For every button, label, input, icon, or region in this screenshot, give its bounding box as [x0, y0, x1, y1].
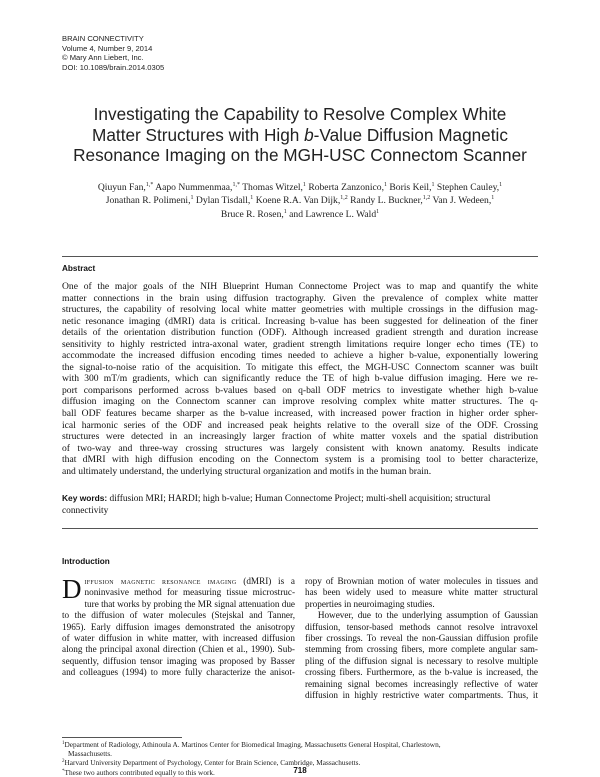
footnote-3-text: These two authors contributed equally to this work. [64, 767, 215, 777]
author-affiliation-marker: 1 [376, 208, 380, 215]
abstract-top-rule [62, 256, 538, 257]
abstract-line: and ultimately understand, the underlying structural organization and motifs in the human brain. [62, 465, 432, 477]
abstract-bottom-rule [62, 528, 538, 529]
journal-doi: DOI: 10.1089/brain.2014.0305 [62, 62, 165, 72]
intro-right-line: has been widely used to measure white matter structural [305, 587, 538, 598]
intro-left-line: ture that works by probing the MR signal attenuation due [84, 598, 296, 609]
abstract-line: accommodate the increased diffusion encoding times needed to achieve a higher b-value, exponentially lowering [62, 350, 538, 362]
intro-left-line: sequently, diffusion tensor imaging was proposed by Basser [62, 655, 295, 666]
journal-name: BRAIN CONNECTIVITY [62, 34, 144, 43]
intro-first-rest: (dMRI) is a [236, 576, 295, 586]
author-name: Dylan Tisdall, [195, 195, 251, 207]
author-affiliation-marker: 1 [431, 182, 435, 188]
author-list [62, 181, 538, 221]
footnote-1 [62, 740, 538, 749]
journal-volume: Volume 4, Number 9, 2014 [62, 43, 153, 53]
intro-left-line: noninvasive method for measuring tissue microstruc- [84, 587, 295, 598]
intro-first-line-text [62, 576, 295, 587]
abstract-line: of two-way and three-way crossing structures was largely consistent with known anatomy. Results indicate [62, 442, 538, 454]
intro-right-line: stemming from crossing fibers, more complete angular sam- [305, 644, 538, 655]
author-name: Koene R.A. Van Dijk, [255, 195, 341, 207]
keywords [62, 493, 538, 517]
footnote-1-text: Department of Radiology, Athinoula A. Martinos Center for Biomedical Imaging, Massachusetts General Hospital, Charlestown, [64, 740, 441, 749]
author-name: Aapo Nummenmaa, [155, 182, 233, 193]
abstract-line: details of the orientation distribution function (ODF). Although increased gradient strength and duration increase [62, 327, 538, 339]
abstract-line: ical harmonic series of the ODF and increased peak heights relative to the overall size of the ODF. Crossing [62, 419, 538, 431]
footnote-3-marker: * [62, 768, 65, 774]
abstract-line: One of the major goals of the NIH Blueprint Human Connectome Project was to map and quantify the white [62, 281, 538, 292]
journal-copyright: © Mary Ann Liebert, Inc. [62, 53, 144, 63]
abstract-line: diffusion imaging on the Connectom scanner can improve resolving complex white matter structures. The q- [62, 396, 538, 408]
abstract-line: ball ODF features became sharper as the b-value increased, with increased power fraction in higher order spher- [62, 408, 538, 420]
intro-right-line: ropy of Brownian motion of water molecules in tissues and [305, 576, 538, 586]
author-affiliation-marker: 1 [491, 195, 495, 202]
author-name: Van J. Wedeen, [432, 195, 492, 207]
author-affiliation-marker: 1 [383, 182, 387, 188]
abstract-line: port comparisons performed across b-values based on q-ball ODF metrics to investigate whether high b-value [62, 384, 538, 396]
author-affiliation-marker: 1,* [232, 182, 240, 188]
author-affiliation-marker: 1,2 [340, 195, 348, 202]
author-name: Qiuyun Fan, [97, 182, 146, 193]
author-affiliation-marker: 1,* [145, 182, 154, 188]
author-name: Randy L. Buckner, [350, 195, 423, 207]
title-line-2-part-a: Matter Structures with High [92, 124, 305, 145]
title-line-2-part-c: -Value Diffusion Magnetic [313, 124, 508, 145]
intro-right-line: fiber crossings. To reveal the non-Gaussian diffusion profile [305, 633, 538, 644]
intro-right-line: pling of the diffusion signal is necessary to resolve multiple [305, 655, 538, 666]
intro-right-line: properties in neuroimaging studies. [305, 598, 435, 609]
author-name: Stephen Cauley, [436, 182, 500, 193]
author-affiliation-marker: 1 [283, 208, 287, 215]
intro-right-line: crossing fibers. Furthermore, as the b-value is increased, the [305, 667, 538, 678]
paper-title [60, 104, 540, 166]
footnote-1-marker: 1 [62, 741, 65, 746]
keywords-line-2: connectivity [62, 505, 109, 516]
abstract-line: the signal-to-noise ratio of the acquisition. To mitigate this effect, the MGH-USC Connectom scanner was built [62, 361, 538, 373]
footnote-2-text: Harvard University Department of Psychology, Center for Brain Science, Cambridge, Massachusetts. [64, 758, 361, 768]
abstract-line: matter connections in the brain using diffusion tractography. Given the prevalence of complex white matter [62, 292, 538, 304]
abstract-line: netic resonance imaging (dMRI) data is critical. Increasing b-value has been suggested for delineation of the finer [62, 315, 538, 327]
abstract-line: that dMRI with high diffusion encoding on the Connectom system is a promising tool to better characterize, [62, 454, 538, 466]
drop-cap: D [62, 574, 82, 604]
author-affiliation-marker: 1 [190, 195, 194, 202]
introduction-heading: Introduction [62, 557, 110, 566]
abstract-line: sensitivity to highly restricted intra-axonal water, gradient strength limitations require longer echo times (TE) to [62, 338, 538, 350]
intro-right-line: diffusion, tensor-based methods cannot resolve intravoxel [305, 621, 538, 632]
intro-right-line: However, due to the underlying assumption of Gaussian [305, 610, 538, 621]
abstract-line: with 300 mT/m gradients, which can significantly reduce the TE of high b-value diffusion imaging. Here we re- [62, 373, 538, 385]
intro-left-line: of water diffusion in white matter, with increased diffusion [62, 633, 295, 644]
title-line-1: Investigating the Capability to Resolve Complex White [93, 104, 507, 124]
abstract-line: structures were detected in an increasingly larger fraction of white matter voxels and the spatial distribution [62, 431, 538, 443]
abstract-line: structures, the capability of resolving local white matter geometries with multiple crossings in the diffusion mag- [62, 304, 538, 316]
author-name: Roberta Zanzonico, [308, 182, 384, 193]
page-number: 718 [293, 766, 307, 775]
abstract-heading: Abstract [62, 264, 96, 273]
author-name: Jonathan R. Polimeni, [105, 195, 191, 207]
intro-right-column [305, 576, 538, 701]
keywords-label: Key words: [62, 493, 108, 503]
intro-smallcaps: iffusion magnetic resonance imaging [84, 576, 237, 586]
title-line-3: Resonance Imaging on the MGH-USC Connectom Scanner [73, 145, 527, 165]
abstract-body [62, 281, 538, 477]
author-name: and Lawrence L. Wald [289, 208, 377, 220]
intro-left-line: along the principal axonal direction (Chien et al., 1990). Sub- [62, 644, 295, 655]
author-affiliation-marker: 1,2 [422, 195, 431, 202]
author-name: Thomas Witzel, [242, 182, 303, 193]
intro-left-column [62, 576, 295, 679]
intro-left-line: to the diffusion of water molecules (Stejskal and Tanner, [62, 610, 295, 621]
author-name: Boris Keil, [389, 182, 432, 193]
footnote-rule [62, 737, 182, 738]
intro-left-line: and colleagues (1994) to more fully characterize the anisot- [62, 667, 295, 678]
author-affiliation-marker: 1 [302, 182, 306, 188]
title-line-2-italic: b [304, 124, 314, 145]
author-affiliation-marker: 1 [499, 182, 503, 188]
intro-right-line: remaining signal becomes increasingly reflective of water [305, 678, 538, 689]
footnote-2-marker: 2 [62, 759, 65, 765]
journal-header [62, 34, 164, 72]
intro-left-line: 1965). Early diffusion images demonstrated the anisotropy [62, 621, 295, 632]
title-line-2 [60, 125, 540, 146]
author-name: Bruce R. Rosen, [220, 208, 284, 220]
intro-right-line: diffusion in highly restrictive water compartments. Thus, it [305, 690, 538, 701]
footnote-1-cont: Massachusetts. [68, 749, 112, 759]
keywords-line-1: diffusion MRI; HARDI; high b-value; Human Connectome Project; multi-shell acquisition; structural [107, 494, 491, 504]
author-affiliation-marker: 1 [250, 195, 254, 202]
